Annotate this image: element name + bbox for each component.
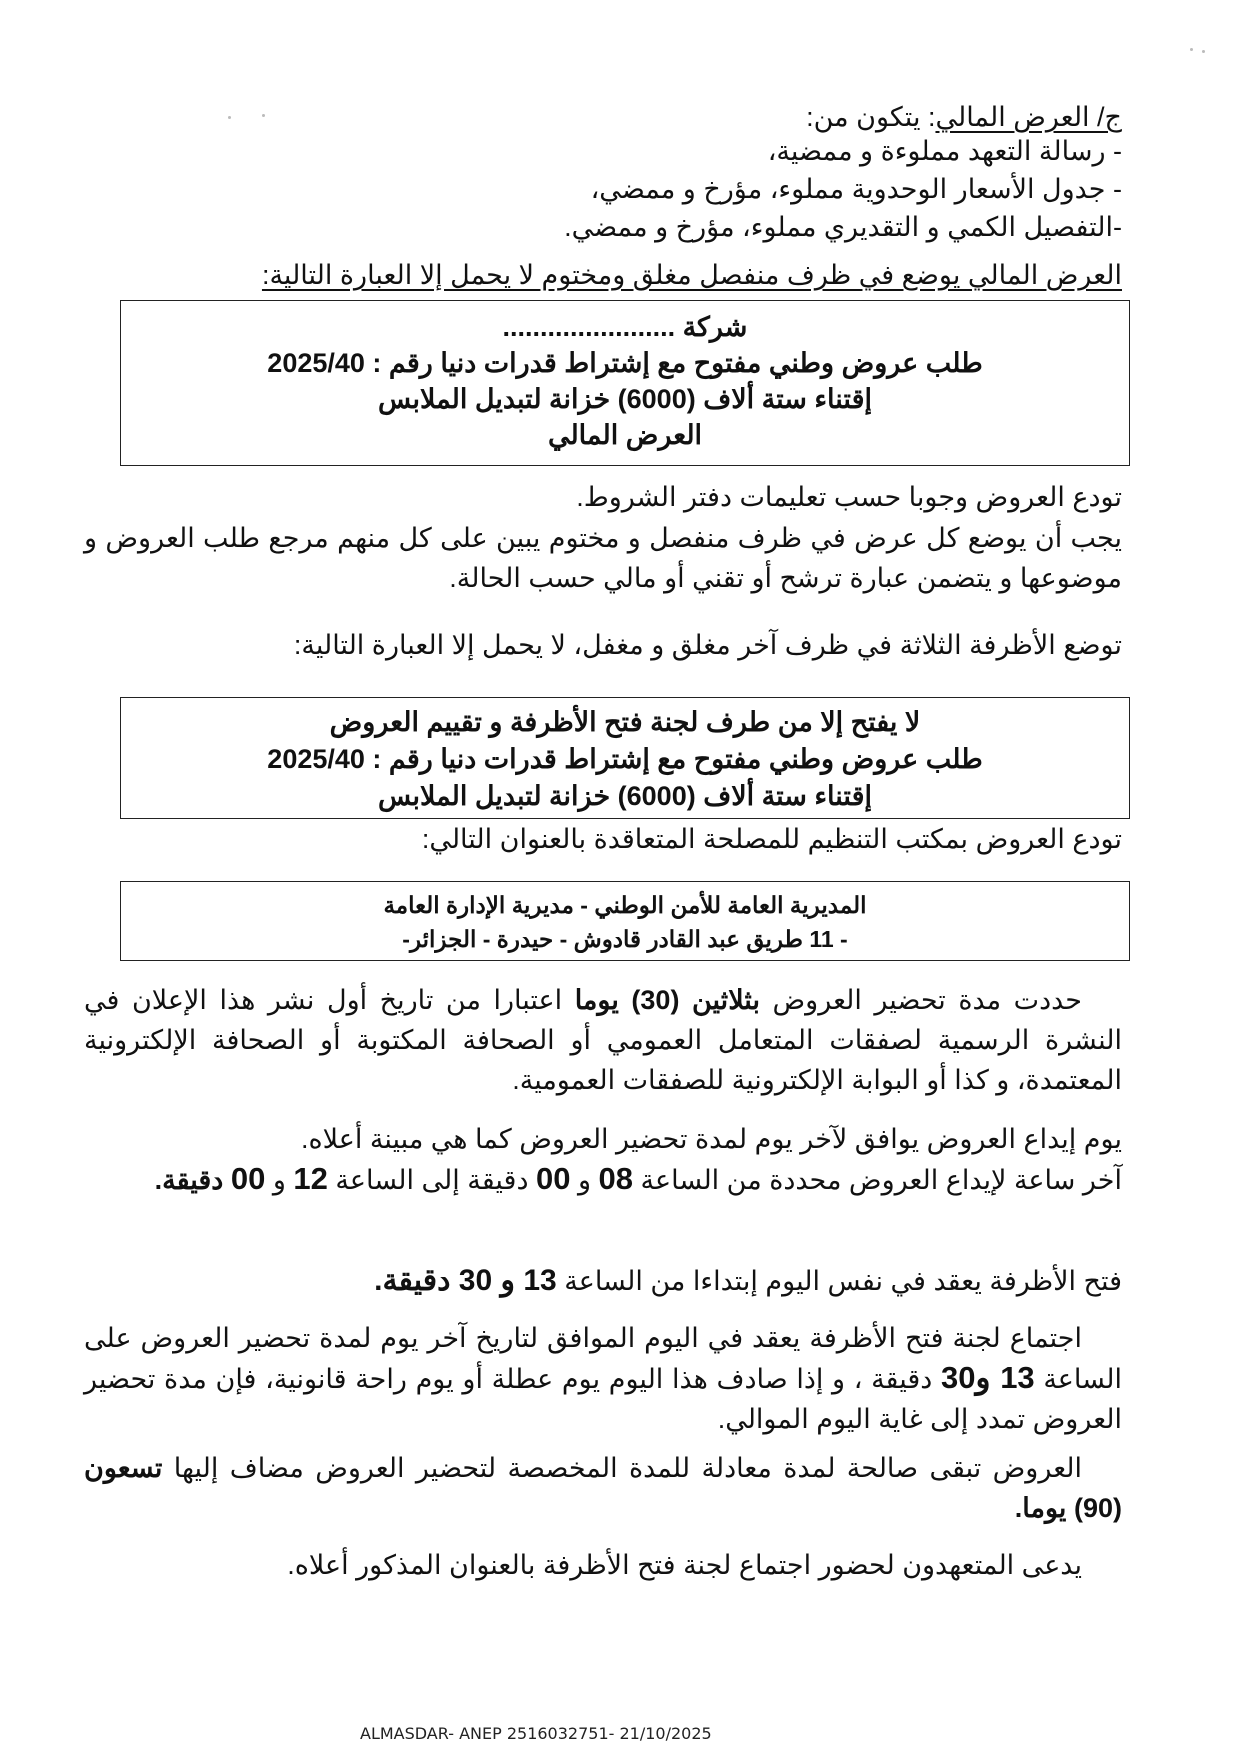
outer-envelope-label-box: [120, 697, 1130, 819]
tender-reference: طلب عروض وطني مفتوح مع إشتراط قدرات دنيا رقم : 2025/40: [267, 348, 983, 378]
meeting-text-rest: دقيقة ، و إذا صادف هذا اليوم يوم عطلة أو يوم راحة قانونية، فإن مدة تحضير العروض تمدد إلى غاية اليوم الموالي.: [84, 1364, 1122, 1434]
committee-meeting-paragraph: [84, 1318, 1122, 1439]
envelope-instruction: العرض المالي يوضع في ظرف منفصل مغلق ومختوم لا يحمل إلا العبارة التالية:: [261, 260, 1122, 290]
list-item: - جدول الأسعار الوحدوية مملوء، مؤرخ و ممضي،: [590, 174, 1122, 204]
scan-speck: [1202, 50, 1205, 53]
meeting-text: اجتماع لجنة فتح الأظرفة يعقد في اليوم الموافق لتاريخ آخر يوم لمدة تحضير العروض على الساعة: [84, 1323, 1122, 1394]
duration-text-rest: اعتبارا من تاريخ أول نشر هذا الإعلان في النشرة الرسمية لصفقات المتعامل العمومي أو الصحافة المكتوبة أو الصحافة الإلكترونية المعتمدة، و كذا أو البوابة الإلكترونية للصفقات العمومية.: [84, 985, 1122, 1095]
opening-text: فتح الأظرفة يعقد في نفس اليوم إبتداءا من الساعة: [564, 1266, 1122, 1296]
address-line-2: - 11 طريق عبد القادر قادوش - حيدرة - الجزائر-: [402, 926, 848, 952]
tender-reference: طلب عروض وطني مفتوح مع إشتراط قدرات دنيا رقم : 2025/40: [267, 744, 983, 774]
deposit-day-line: يوم إيداع العروض يوافق لآخر يوم لمدة تحضير العروض كما هي مبينة أعلاه.: [301, 1124, 1122, 1154]
footer-reference: ALMASDAR- ANEP 2516032751- 21/10/2025: [360, 1724, 712, 1743]
heading-label: ج/ العرض المالي: [935, 102, 1122, 132]
heading-rest: : يتكون من:: [806, 102, 936, 132]
start-hour: 08: [598, 1161, 634, 1196]
opening-time: 13 و 30 دقيقة.: [374, 1264, 557, 1297]
company-line: شركة .......................: [502, 312, 748, 342]
preparation-duration-paragraph: [84, 980, 1122, 1100]
start-minute: 00: [535, 1161, 571, 1196]
duration-text: حددت مدة تحضير العروض: [772, 985, 1082, 1015]
financial-envelope-label-box: [120, 300, 1130, 466]
tender-subject: إقتناء ستة ألاف (6000) خزانة لتبديل الملابس: [378, 781, 872, 811]
validity-paragraph: [84, 1448, 1122, 1528]
minute-word: دقيقة.: [154, 1165, 224, 1195]
address-line-1: المديرية العامة للأمن الوطني - مديرية الإدارة العامة: [383, 892, 867, 918]
meeting-time: 13 و30: [940, 1360, 1035, 1395]
scan-speck: [262, 114, 265, 117]
opening-line: [374, 1264, 1122, 1298]
scan-speck: [1190, 48, 1193, 51]
list-item: - رسالة التعهد مملوءة و ممضية،: [767, 136, 1122, 166]
deposit-hours-paragraph: [84, 1156, 1122, 1203]
validity-text: العروض تبقى صالحة لمدة معادلة للمدة المخصصة لتحضير العروض مضاف إليها: [173, 1453, 1082, 1483]
end-minute: 00: [230, 1161, 266, 1196]
deposit-hours-text: دقيقة إلى الساعة: [335, 1165, 529, 1195]
duration-days: بثلاثين (30) يوما: [574, 985, 760, 1015]
scan-speck: [228, 116, 231, 119]
deposit-hours-text: آخر ساعة لإيداع العروض محددة من الساعة: [640, 1165, 1122, 1195]
three-envelopes-line: توضع الأظرفة الثلاثة في ظرف آخر مغلق و مغفل، لا يحمل إلا العبارة التالية:: [293, 630, 1122, 660]
do-not-open-line: لا يفتح إلا من طرف لجنة فتح الأظرفة و تقييم العروض: [329, 707, 921, 737]
and-word: و: [272, 1165, 286, 1195]
financial-offer-heading: [806, 100, 1122, 134]
offer-type: العرض المالي: [547, 420, 703, 450]
end-hour: 12: [293, 1161, 328, 1196]
address-intro: تودع العروض بمكتب التنظيم للمصلحة المتعاقدة بالعنوان التالي:: [421, 824, 1122, 854]
separate-envelope-paragraph: يجب أن يوضع كل عرض في ظرف منفصل و مختوم يبين على كل منهم مرجع طلب العروض و موضوعها و يتضمن عبارة ترشح أو تقني أو مالي حسب الحالة.: [84, 523, 1122, 593]
and-word: و: [577, 1165, 592, 1195]
tender-subject: إقتناء ستة ألاف (6000) خزانة لتبديل الملابس: [378, 384, 872, 414]
deposit-line: تودع العروض وجوبا حسب تعليمات دفتر الشروط.: [576, 482, 1122, 512]
list-item: -التفصيل الكمي و التقديري مملوء، مؤرخ و ممضي.: [564, 212, 1122, 242]
invitation-line: يدعى المتعهدون لحضور اجتماع لجنة فتح الأظرفة بالعنوان المذكور أعلاه.: [287, 1550, 1082, 1580]
address-box: [120, 881, 1130, 961]
validity-days: تسعون (90) يوما.: [84, 1453, 1122, 1523]
